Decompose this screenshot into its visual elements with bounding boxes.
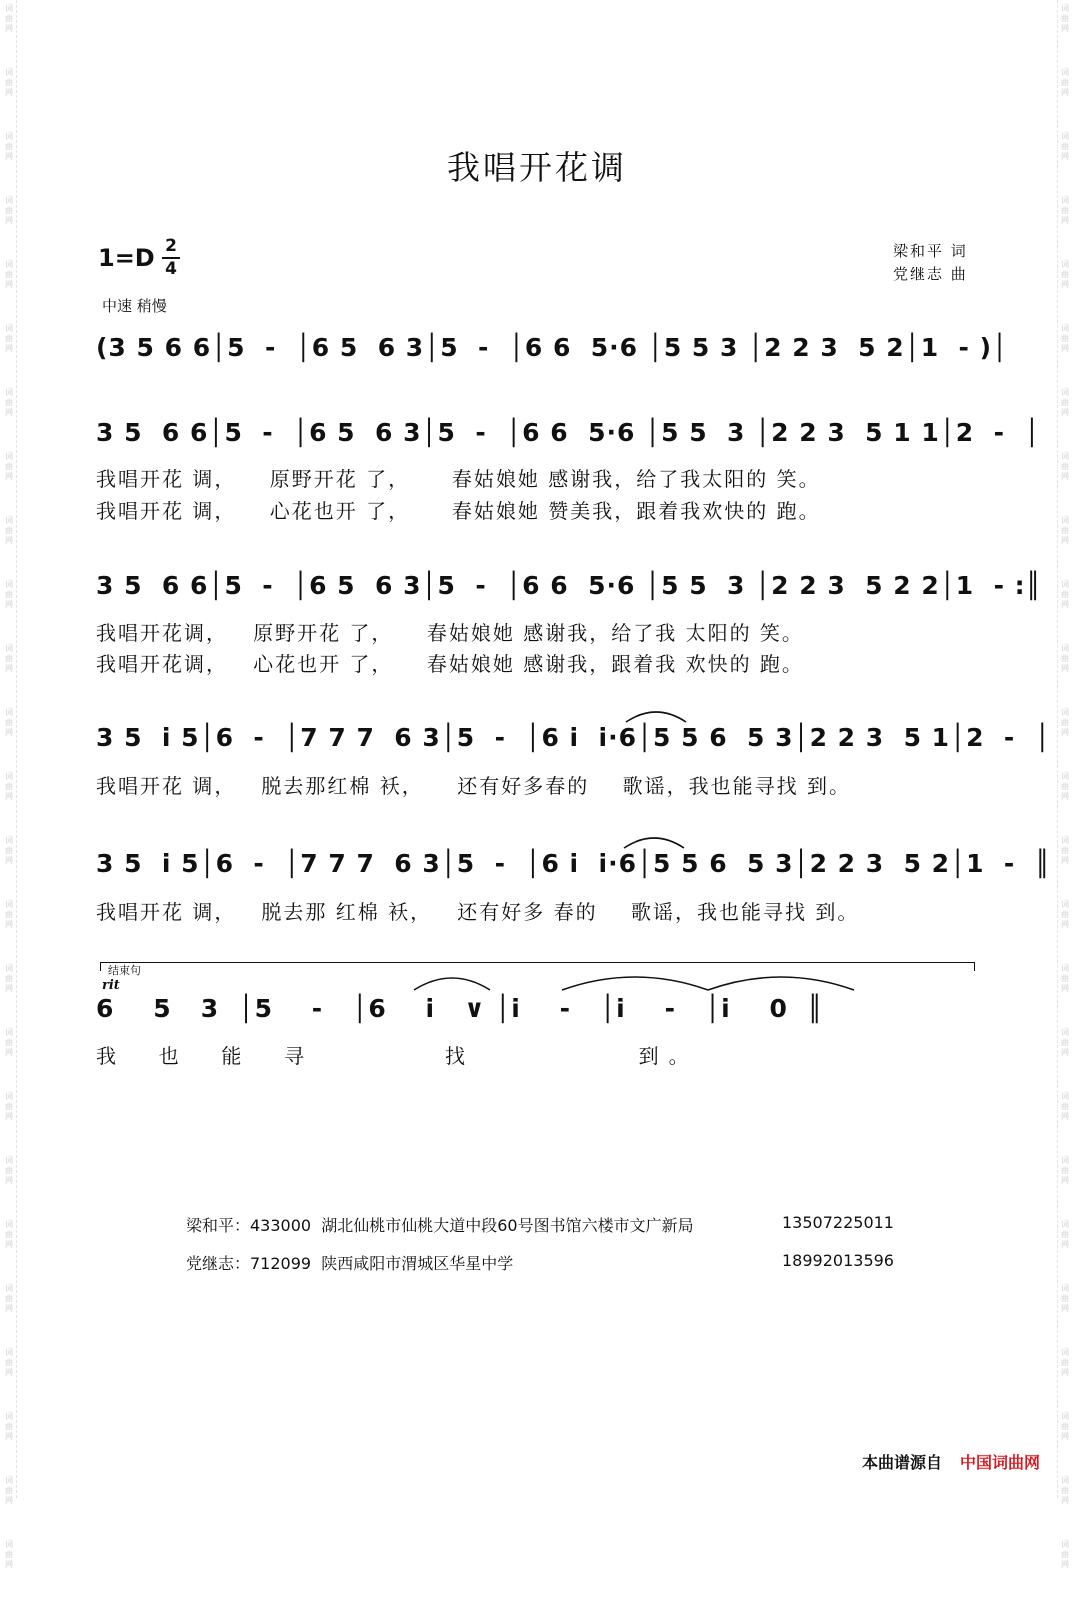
key-signature: 1=D xyxy=(98,244,155,272)
watermark-text: 词 曲 网 xyxy=(5,260,13,289)
watermark-text: 词 曲 网 xyxy=(5,1348,13,1377)
lyric-line-4: 我唱开花 调， 脱去那 红棉 袄， 还有好多 春的 歌谣，我也能寻找 到。 xyxy=(96,900,860,924)
watermark-text: 词 曲 网 xyxy=(1061,836,1069,865)
watermark-text: 词 曲 网 xyxy=(1061,324,1069,353)
slur-coda-2 xyxy=(560,972,710,992)
lyric-line-3: 我唱开花 调， 脱去那红棉 袄， 还有好多春的 歌谣，我也能寻找 到。 xyxy=(96,774,852,798)
watermark-text: 词 曲 网 xyxy=(5,1028,13,1057)
watermark-text: 词 曲 网 xyxy=(1061,1092,1069,1121)
watermark-text: 词 曲 网 xyxy=(1061,1156,1069,1185)
song-title: 我唱开花调 xyxy=(447,148,627,187)
watermark-text: 词 曲 网 xyxy=(1061,516,1069,545)
watermark-text: 词 曲 网 xyxy=(5,1220,13,1249)
watermark-text: 词 曲 网 xyxy=(5,452,13,481)
notation-line-2: 3 5 6 6│5 - │6 5 6 3│5 - │6 6 5·6 │5 5 3 │2 2 3 5 2 2│1 - :║ xyxy=(96,571,1042,600)
watermark-text: 词 曲 网 xyxy=(5,772,13,801)
watermark-text: 词 曲 网 xyxy=(1061,452,1069,481)
ritardando-marking: rit xyxy=(102,978,120,993)
watermark-text: 词 曲 网 xyxy=(1061,708,1069,737)
contact-lyricist-address: 梁和平：433000 湖北仙桃市仙桃大道中段60号图书馆六楼市文广新局 xyxy=(186,1216,694,1235)
watermark-text: 词 曲 网 xyxy=(5,900,13,929)
watermark-text: 词 曲 网 xyxy=(5,132,13,161)
watermark-text: 词 曲 网 xyxy=(5,68,13,97)
composer-credit: 党继志 曲 xyxy=(893,265,968,283)
coda-label: 结束句 xyxy=(108,964,141,977)
lyric-line-1-verse-2: 我唱开花 调， 心花也开 了， 春姑娘她 赞美我，跟着我欢快的 跑。 xyxy=(96,499,821,523)
watermark-text: 词 曲 网 xyxy=(1061,1028,1069,1057)
source-footer xyxy=(862,1450,1040,1473)
watermark-text: 词 曲 网 xyxy=(5,836,13,865)
notation-line-intro: (3 5 6 6│5 - │6 5 6 3│5 - │6 6 5·6 │5 5 3 │2 2 3 5 2│1 - )│ xyxy=(96,333,1009,362)
contact-lyricist-phone: 13507225011 xyxy=(782,1213,894,1232)
notation-line-1: 3 5 6 6│5 - │6 5 6 3│5 - │6 6 5·6 │5 5 3 │2 2 3 5 1 1│2 - │ xyxy=(96,418,1041,447)
watermark-text: 词 曲 网 xyxy=(1061,1348,1069,1377)
watermark-text: 词 曲 网 xyxy=(1061,4,1069,33)
watermark-text: 词 曲 网 xyxy=(5,708,13,737)
watermark-text: 词 曲 网 xyxy=(5,1476,13,1505)
slur-coda-1 xyxy=(412,972,492,992)
lyric-line-coda: 我 也 能 寻 找 到。 xyxy=(96,1044,699,1068)
coda-bracket xyxy=(100,962,975,971)
watermark-text: 词 曲 网 xyxy=(1061,1540,1069,1569)
lyric-line-2-verse-1: 我唱开花调， 原野开花 了， 春姑娘她 感谢我，给了我 太阳的 笑。 xyxy=(96,621,804,645)
watermark-text: 词 曲 网 xyxy=(5,196,13,225)
time-signature xyxy=(162,238,180,278)
watermark-text: 词 曲 网 xyxy=(1061,1284,1069,1313)
slur-line-3 xyxy=(624,708,688,724)
watermark-text: 词 曲 网 xyxy=(5,1092,13,1121)
time-signature-bottom: 4 xyxy=(165,259,177,279)
watermark-text: 词 曲 网 xyxy=(5,4,13,33)
watermark-text: 词 曲 网 xyxy=(5,516,13,545)
notation-line-3: 3 5 i 5│6 - │7 7 7 6 3│5 - │6 i i·6│5 5 6 5 3│2 2 3 5 1│2 - │ xyxy=(96,723,1051,752)
watermark-text: 词 曲 网 xyxy=(1061,1412,1069,1441)
watermark-text: 词 曲 网 xyxy=(1061,132,1069,161)
watermark-text: 词 曲 网 xyxy=(5,1156,13,1185)
contact-composer-phone: 18992013596 xyxy=(782,1251,894,1270)
right-watermark-strip xyxy=(1057,0,1072,1569)
watermark-text: 词 曲 网 xyxy=(5,644,13,673)
notation-line-4: 3 5 i 5│6 - │7 7 7 6 3│5 - │6 i i·6│5 5 6 5 3│2 2 3 5 2│1 - ║ xyxy=(96,849,1051,878)
watermark-text: 词 曲 网 xyxy=(5,1540,13,1569)
watermark-text: 词 曲 网 xyxy=(5,580,13,609)
lyricist-credit: 梁和平 词 xyxy=(893,242,968,260)
watermark-text: 词 曲 网 xyxy=(5,324,13,353)
watermark-text: 词 曲 网 xyxy=(1061,772,1069,801)
watermark-text: 词 曲 网 xyxy=(1061,196,1069,225)
watermark-text: 词 曲 网 xyxy=(1061,260,1069,289)
tempo-marking: 中速 稍慢 xyxy=(102,297,167,315)
watermark-text: 词 曲 网 xyxy=(1061,68,1069,97)
watermark-text: 词 曲 网 xyxy=(1061,964,1069,993)
watermark-text: 词 曲 网 xyxy=(5,1284,13,1313)
watermark-text: 词 曲 网 xyxy=(5,1412,13,1441)
footer-brand-link[interactable]: 中国词曲网 xyxy=(959,1453,1040,1472)
time-signature-top: 2 xyxy=(165,236,177,256)
watermark-text: 词 曲 网 xyxy=(1061,580,1069,609)
contact-composer-address: 党继志：712099 陕西咸阳市渭城区华星中学 xyxy=(186,1254,514,1273)
slur-line-4 xyxy=(622,834,686,850)
lyric-line-1-verse-1: 我唱开花 调， 原野开花 了， 春姑娘她 感谢我，给了我太阳的 笑。 xyxy=(96,467,821,491)
watermark-text: 词 曲 网 xyxy=(5,388,13,417)
left-watermark-strip xyxy=(2,0,17,1569)
watermark-text: 词 曲 网 xyxy=(1061,644,1069,673)
slur-coda-3 xyxy=(706,972,856,992)
notation-line-coda: 6 5 3 │5 - │6 i ∨ │i - │i - │i 0 ║ xyxy=(96,994,824,1023)
watermark-text: 词 曲 网 xyxy=(1061,388,1069,417)
lyric-line-2-verse-2: 我唱开花调， 心花也开 了， 春姑娘她 感谢我，跟着我 欢快的 跑。 xyxy=(96,652,804,676)
watermark-text: 词 曲 网 xyxy=(5,964,13,993)
watermark-text: 词 曲 网 xyxy=(1061,1220,1069,1249)
footer-source-text: 本曲谱源自 xyxy=(861,1453,942,1472)
watermark-text: 词 曲 网 xyxy=(1061,900,1069,929)
watermark-text: 词 曲 网 xyxy=(1061,1476,1069,1505)
